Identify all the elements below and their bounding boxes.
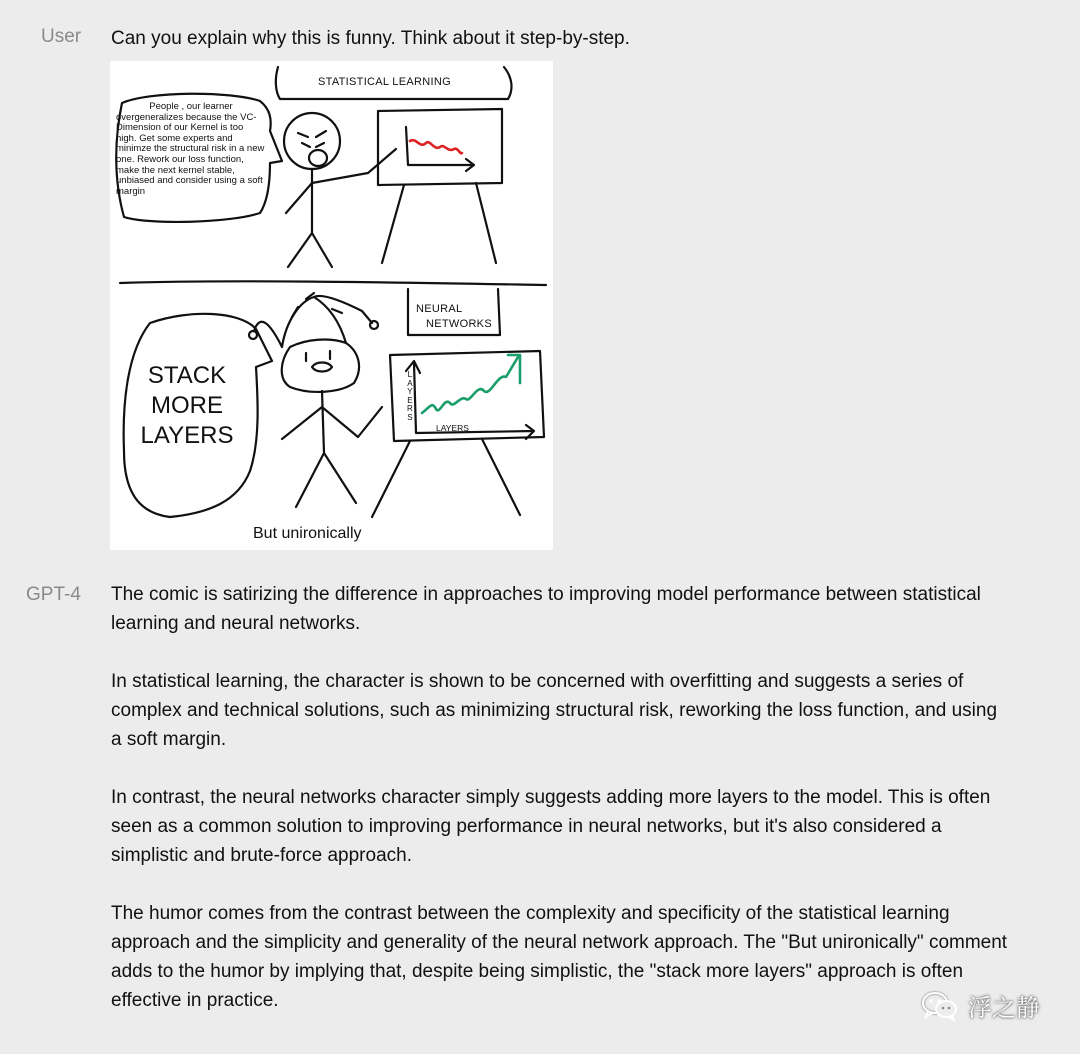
chart-x-axis-label: LAYERS xyxy=(436,423,469,433)
top-speech-first-line: People , our learner xyxy=(149,101,233,112)
stack-line: STACK xyxy=(147,362,227,389)
panel-divider xyxy=(120,281,546,285)
watermark xyxy=(920,988,1040,1023)
comic-image xyxy=(110,61,553,550)
layers-line: LAYERS xyxy=(140,422,234,449)
bottom-figure-head xyxy=(282,340,359,392)
bottom-speech-text xyxy=(122,361,252,451)
top-speech-rest: overgeneralizes because the VC-Dimension of our Kernel is too high. Get some experts and minimze the structural risk in a new one. Rework our loss function, make the next kernel stable, unbiased and consider using a soft margin xyxy=(116,111,265,197)
assistant-paragraph: The comic is satirizing the difference in approaches to improving model performance between statistical learning and neural networks. xyxy=(111,584,981,634)
watermark-text: 浮之静 xyxy=(968,994,1040,1022)
y-letter: A xyxy=(407,378,413,388)
y-letter: E xyxy=(407,395,413,405)
user-role-label: User xyxy=(41,26,82,47)
assistant-paragraph: In statistical learning, the character is shown to be concerned with overfitting and suggests a series of complex and technical solutions, such as minimizing structural risk, reworking the loss function, and using a soft margin. xyxy=(111,671,998,750)
bottom-title-line1: NEURAL xyxy=(416,303,463,315)
bottom-figure-body xyxy=(282,391,382,507)
bottom-chart-green-line xyxy=(422,355,520,413)
y-letter: R xyxy=(407,404,413,413)
y-letter: Y xyxy=(407,387,413,396)
top-chart-red-line xyxy=(410,140,462,153)
more-line: MORE xyxy=(151,392,223,419)
top-speech-text xyxy=(116,102,266,197)
y-letter: S xyxy=(407,412,413,422)
wechat-icon xyxy=(920,990,960,1022)
assistant-message xyxy=(111,580,1011,1044)
assistant-paragraph: The humor comes from the contrast between the complexity and specificity of the statistical learning approach and the simplicity and generality of the neural network approach. The "But unironically" comment adds to the humor by implying that, despite being simplistic, the "stack more layers" approach is often effective in practice. xyxy=(111,903,1008,1011)
top-figure-head xyxy=(284,113,340,169)
assistant-role-label: GPT-4 xyxy=(26,584,81,605)
comic-caption: But unironically xyxy=(253,525,362,542)
assistant-paragraph: In contrast, the neural networks character simply suggests adding more layers to the model. This is often seen as a common solution to improving performance in neural networks, but it's also considered a simplistic and brute-force approach. xyxy=(111,787,991,866)
chart-y-axis-label xyxy=(407,371,413,422)
bottom-title-line2: NETWORKS xyxy=(426,318,492,330)
user-message: Can you explain why this is funny. Think about it step-by-step. xyxy=(111,28,630,49)
y-letter: L xyxy=(407,370,413,379)
top-panel-title: STATISTICAL LEARNING xyxy=(318,76,451,88)
